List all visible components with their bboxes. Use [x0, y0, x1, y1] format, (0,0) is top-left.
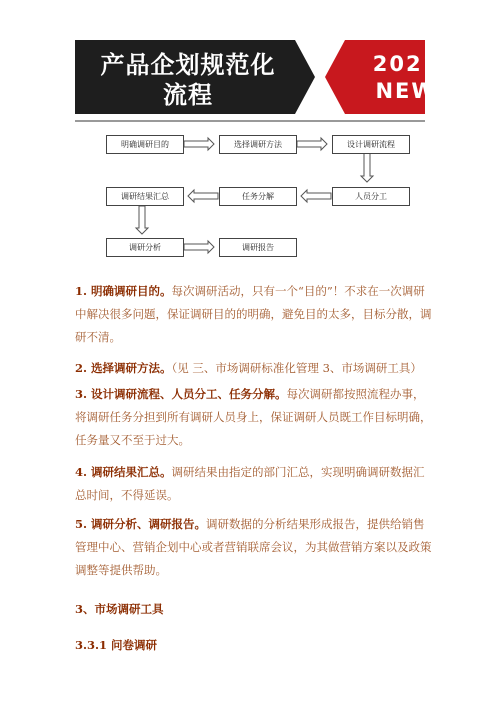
paragraph-1-lead: 1. 明确调研目的。 — [75, 284, 172, 298]
flow-box-3: 设计调研流程 — [332, 135, 410, 154]
paragraph-4-lead: 4. 调研结果汇总。 — [75, 465, 172, 479]
paragraph-4 — [75, 461, 435, 507]
flow-box-2: 选择调研方法 — [219, 135, 297, 154]
paragraph-1 — [75, 280, 435, 349]
arrow-b4-b5 — [301, 190, 331, 202]
paragraph-3-lead: 3. 设计调研流程、人员分工、任务分解。 — [75, 387, 287, 401]
paragraph-2-lead: 2. 选择调研方法。 — [75, 361, 172, 375]
arrow-b7-b8 — [184, 241, 214, 253]
year-label: 2021 — [372, 52, 440, 76]
flow-box-1: 明确调研目的 — [106, 135, 184, 154]
arrow-b6-b7 — [136, 206, 148, 234]
paragraph-2-body: （见 三、市场调研标准化管理 3、市场调研工具） — [171, 361, 422, 375]
paragraph-5 — [75, 513, 435, 582]
section-heading: 3、市场调研工具 — [75, 602, 164, 616]
page-title-line-1: 产品企划规范化 — [100, 51, 276, 79]
new-tag: NEW — [375, 79, 437, 103]
arrow-b2-b3 — [297, 138, 327, 150]
paragraph-1-body: 每次调研活动，只有一个“目的”！不求在一次调研中解决很多问题，保证调研目的的明确，避免目的太多，目标分散，调研不清。 — [75, 284, 432, 344]
paragraph-4-body: 调研结果由指定的部门汇总，实现明确调研数据汇总时间，不得延误。 — [75, 465, 425, 502]
arrow-b3-b4 — [361, 153, 373, 182]
flow-box-4: 人员分工 — [332, 187, 410, 206]
flow-box-8: 调研报告 — [219, 238, 297, 257]
paragraph-3 — [75, 383, 435, 452]
paragraph-2 — [75, 357, 435, 380]
paragraph-3-body: 每次调研都按照流程办事，将调研任务分担到所有调研人员身上，保证调研人员既工作目标明确，任务量又不至于过大。 — [75, 387, 432, 447]
page-title-line-2: 流程 — [163, 81, 213, 109]
subsection-heading: 3.3.1 问卷调研 — [75, 638, 158, 652]
flow-box-5: 任务分解 — [219, 187, 297, 206]
arrow-b5-b6 — [188, 190, 218, 202]
paragraph-5-body: 调研数据的分析结果形成报告，提供给销售管理中心、营销企划中心或者营销联席会议，为其做营销方案以及政策调整等提供帮助。 — [75, 517, 432, 577]
arrow-b1-b2 — [184, 138, 214, 150]
flow-box-6: 调研结果汇总 — [106, 187, 184, 206]
flow-box-7: 调研分析 — [106, 238, 184, 257]
paragraph-5-lead: 5. 调研分析、调研报告。 — [75, 517, 207, 531]
